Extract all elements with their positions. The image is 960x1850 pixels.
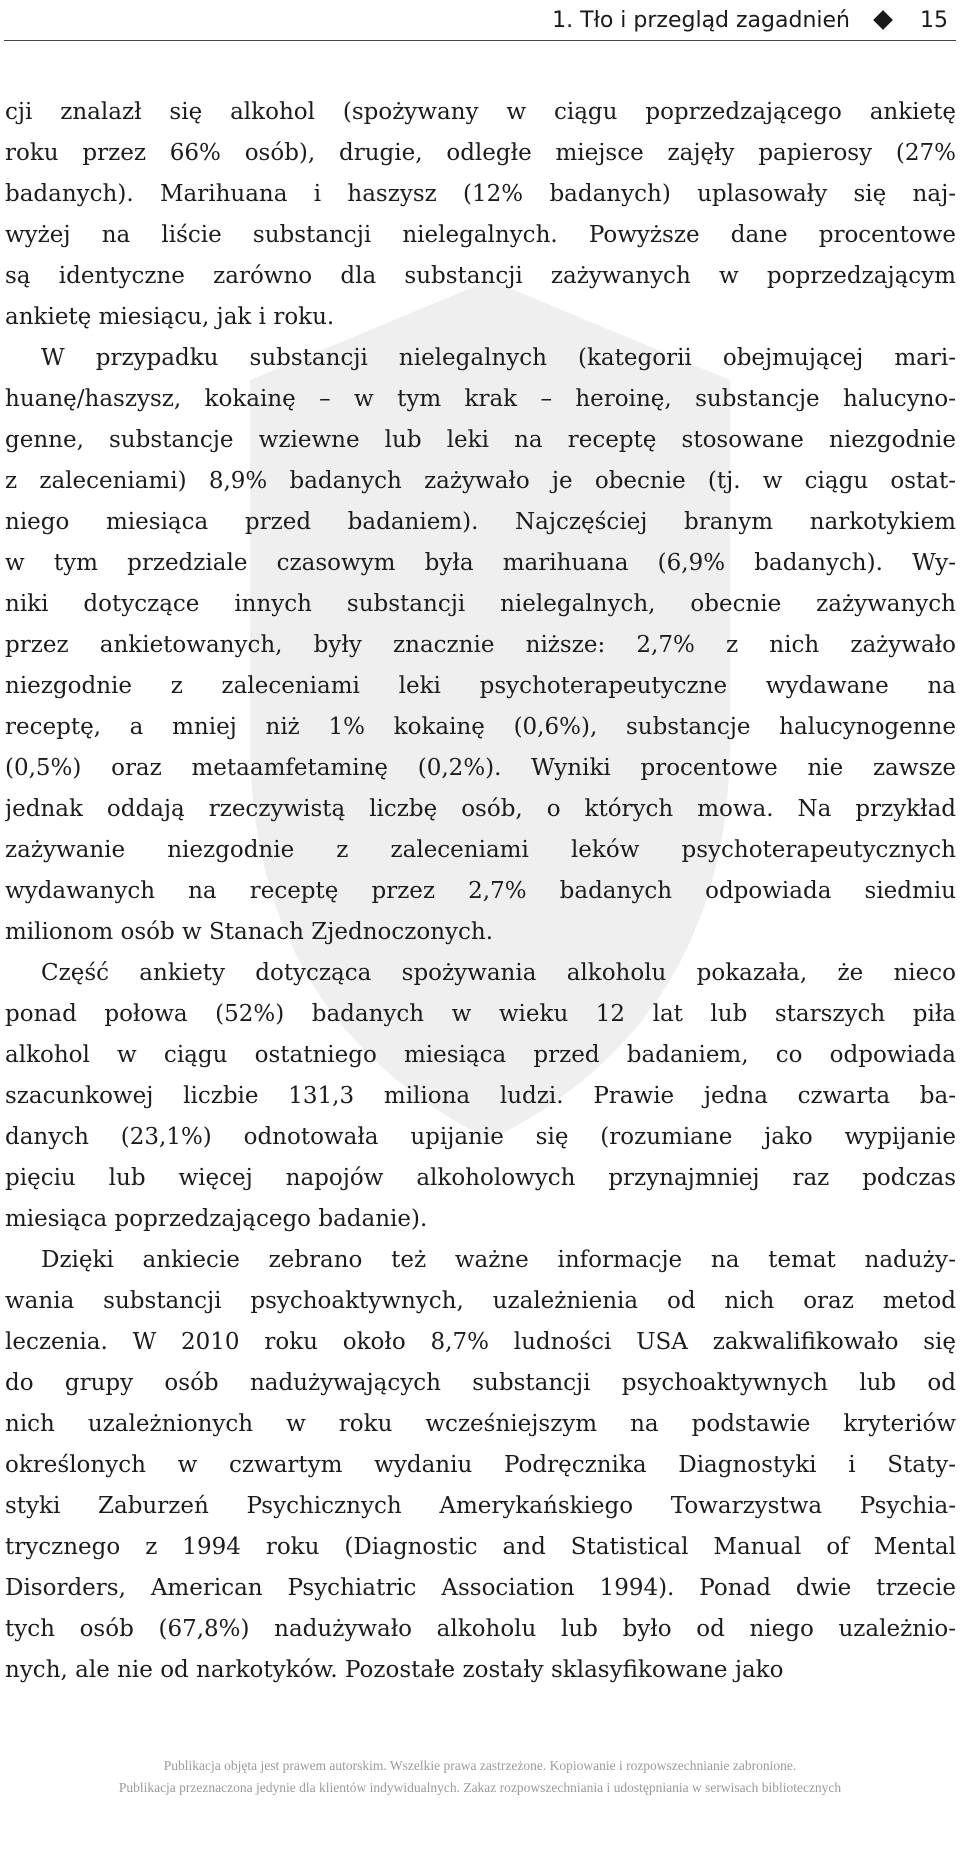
- text-line: styki Zaburzeń Psychicznych Amerykańskiego Towarzystwa Psychia-: [5, 1493, 956, 1519]
- text-line: wyżej na liście substancji nielegalnych. Powyższe dane procentowe: [5, 222, 956, 248]
- diamond-icon: [873, 10, 893, 30]
- footer-line-1: Publikacja objęta jest prawem autorskim. Wszelkie prawa zastrzeżone. Kopiowanie i rozpowszechnianie zabronione.: [163, 1758, 797, 1773]
- text-line: niezgodnie z zaleceniami leki psychoterapeutyczne wydawane na: [5, 673, 956, 699]
- text-line: cji znalazł się alkohol (spożywany w ciągu poprzedzającego ankietę: [5, 99, 956, 125]
- text-line: roku przez 66% osób), drugie, odległe miejsce zajęły papierosy (27%: [5, 140, 956, 166]
- text-line: niki dotyczące innych substancji nielegalnych, obecnie zażywanych: [5, 591, 956, 617]
- text-line: wydawanych na receptę przez 2,7% badanych odpowiada siedmiu: [5, 878, 956, 904]
- text-line: pięciu lub więcej napojów alkoholowych przynajmniej raz podczas: [5, 1165, 956, 1191]
- text-line: ankietę miesiącu, jak i roku.: [5, 304, 335, 330]
- text-line: badanych). Marihuana i haszysz (12% badanych) uplasowały się naj-: [5, 181, 956, 207]
- text-line: do grupy osób nadużywających substancji psychoaktywnych lub od: [5, 1370, 956, 1396]
- text-line: (0,5%) oraz metaamfetaminę (0,2%). Wyniki procentowe nie zawsze: [5, 755, 956, 781]
- text-line: określonych w czwartym wydaniu Podręcznika Diagnostyki i Staty-: [5, 1452, 956, 1478]
- footer-line-2: Publikacja przeznaczona jedynie dla klientów indywidualnych. Zakaz rozpowszechniania i udostępniania w serwisach bibliotecznych: [118, 1780, 842, 1795]
- paragraph: [5, 953, 956, 1240]
- text-line: nich uzależnionych w roku wcześniejszym na podstawie kryteriów: [5, 1411, 956, 1437]
- text-line: receptę, a mniej niż 1% kokainę (0,6%), substancje halucynogenne: [5, 714, 956, 740]
- text-line: przez ankietowanych, były znacznie niższe: 2,7% z nich zażywało: [5, 632, 956, 658]
- text-line: niego miesiąca przed badaniem). Najczęściej branym narkotykiem: [5, 509, 956, 535]
- text-line: nych, ale nie od narkotyków. Pozostałe zostały sklasyfikowane jako: [5, 1657, 784, 1683]
- text-line: genne, substancje wziewne lub leki na receptę stosowane niezgodnie: [5, 427, 956, 453]
- text-line: wania substancji psychoaktywnych, uzależnienia od nich oraz metod: [5, 1288, 956, 1314]
- text-line: Disorders, American Psychiatric Association 1994). Ponad dwie trzecie: [5, 1575, 956, 1601]
- section-title: 1. Tło i przegląd zagadnień: [552, 7, 850, 33]
- text-line: alkohol w ciągu ostatniego miesiąca przed badaniem, co odpowiada: [5, 1042, 956, 1068]
- text-line: jednak oddają rzeczywistą liczbę osób, o których mowa. Na przykład: [5, 796, 956, 822]
- text-line: danych (23,1%) odnotowała upijanie się (rozumiane jako wypijanie: [5, 1124, 956, 1150]
- copyright-footer: [0, 1755, 960, 1799]
- text-line: huanę/haszysz, kokainę – w tym krak – heroinę, substancje halucyno-: [5, 386, 956, 412]
- text-line: zażywanie niezgodnie z zaleceniami leków psychoterapeutycznych: [5, 837, 956, 863]
- text-line: miesiąca poprzedzającego badanie).: [5, 1206, 428, 1232]
- paragraph: [5, 338, 956, 953]
- text-line: trycznego z 1994 roku (Diagnostic and Statistical Manual of Mental: [5, 1534, 956, 1560]
- text-line: milionom osób w Stanach Zjednoczonych.: [5, 919, 494, 945]
- paragraph: [5, 92, 956, 338]
- running-head: [0, 4, 960, 36]
- text-line: W przypadku substancji nielegalnych (kategorii obejmującej mari-: [41, 345, 956, 371]
- text-line: w tym przedziale czasowym była marihuana (6,9% badanych). Wy-: [5, 550, 956, 576]
- text-line: są identyczne zarówno dla substancji zażywanych w poprzedzającym: [5, 263, 956, 289]
- text-line: z zaleceniami) 8,9% badanych zażywało je obecnie (tj. w ciągu ostat-: [5, 468, 956, 494]
- page-number: 15: [920, 7, 948, 33]
- text-line: tych osób (67,8%) nadużywało alkoholu lub było od niego uzależnio-: [5, 1616, 956, 1642]
- body-text: [5, 92, 956, 1691]
- text-line: leczenia. W 2010 roku około 8,7% ludności USA zakwalifikowało się: [5, 1329, 956, 1355]
- text-line: Dzięki ankiecie zebrano też ważne informacje na temat nadużу-: [41, 1247, 956, 1273]
- header-rule: [4, 40, 956, 41]
- text-line: szacunkowej liczbie 131,3 miliona ludzi. Prawie jedna czwarta ba-: [5, 1083, 956, 1109]
- text-line: ponad połowa (52%) badanych w wieku 12 lat lub starszych piła: [5, 1001, 956, 1027]
- paragraph: [5, 1240, 956, 1691]
- text-line: Część ankiety dotycząca spożywania alkoholu pokazała, że nieco: [41, 960, 956, 986]
